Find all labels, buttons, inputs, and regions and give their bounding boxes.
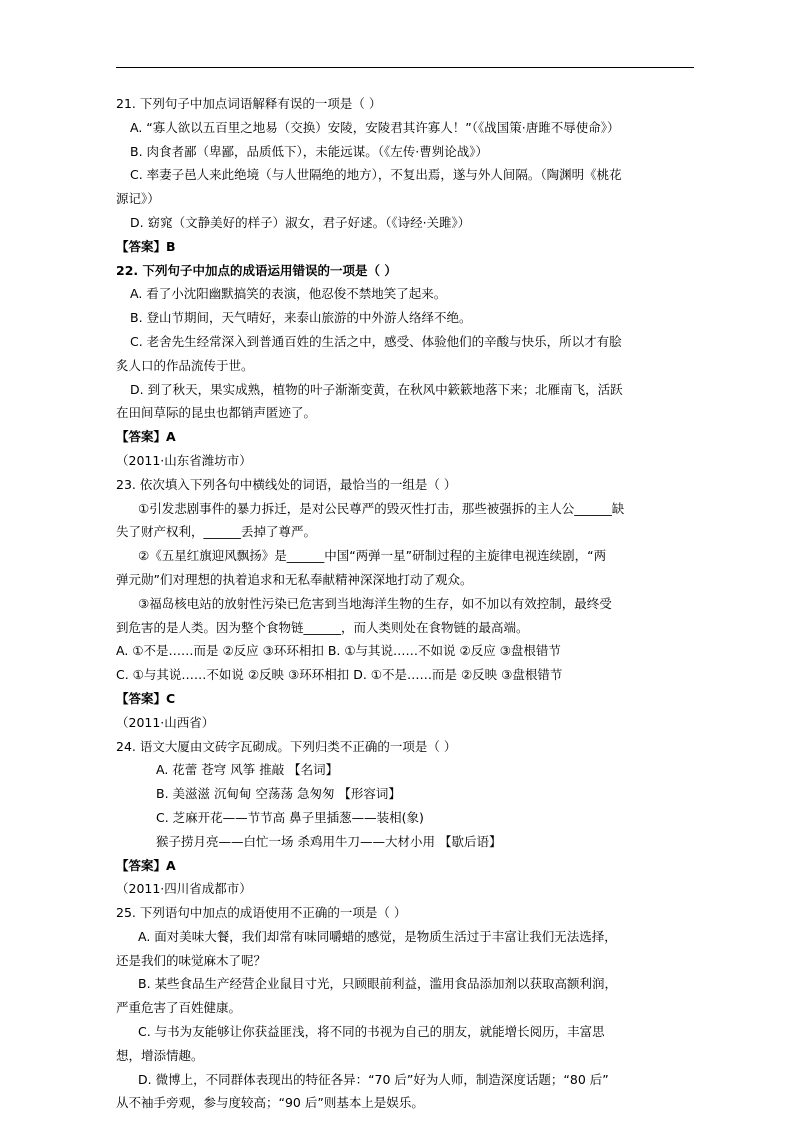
text-line: 【答案】A <box>116 857 176 873</box>
header-rule <box>116 67 694 68</box>
text-line: 22. 下列句子中加点的成语运用错误的一项是（ ） <box>116 262 397 278</box>
text-line: 从不袖手旁观，参与度较高；“90 后”则基本上是娱乐。 <box>116 1095 424 1111</box>
text-line: 21. 下列句子中加点词语解释有误的一项是（ ） <box>116 96 382 111</box>
text-line: C. 与书为友能够让你获益匪浅，将不同的书视为自己的朋友，就能增长阅历，丰富思 <box>138 1024 605 1040</box>
text-line: 25. 下列语句中加点的成语使用不正确的一项是（ ） <box>116 905 407 921</box>
text-line: ②《五星红旗迎风飘扬》是______中国“两弹一星”研制过程的主旋律电视连续剧，“两 <box>138 548 607 564</box>
text-line: 还是我们的味觉麻木了呢？ <box>116 952 267 968</box>
text-line: A. “寡人欲以五百里之地易（交换）安陵，安陵君其许寡人！”（《战国策·唐雎不辱使命》） <box>130 119 620 135</box>
text-line: 源记》） <box>116 191 160 207</box>
text-line: 炙人口的作品流传于世。 <box>116 357 254 373</box>
text-line: C. 率妻子邑人来此绝境（与人世隔绝的地方），不复出焉，遂与外人间隔。（陶渊明《桃花 <box>130 167 622 183</box>
text-line: 严重危害了百姓健康。 <box>116 1000 242 1016</box>
text-line: C. ①与其说……不如说 ②反映 ③环环相扣 D. ①不是……而是 ②反映 ③盘根错节 <box>116 667 563 683</box>
text-line: C. 芝麻开花——节节高 鼻子里插葱——装相(象) <box>156 809 424 825</box>
text-line: 【答案】B <box>116 238 176 254</box>
text-line: A. 面对美味大餐，我们却常有味同嚼蜡的感觉，是物质生活过于丰富让我们无法选择， <box>138 928 617 944</box>
text-line: B. 登山节期间，天气晴好，来泰山旅游的中外游人络绎不绝。 <box>130 310 472 326</box>
text-line: B. 肉食者鄙（卑鄙，品质低下），未能远谋。（《左传·曹刿论战》） <box>130 143 488 159</box>
text-line: 【答案】C <box>116 690 176 706</box>
text-line: 猴子捞月亮——白忙一场 杀鸡用牛刀——大材小用 【歇后语】 <box>156 833 502 849</box>
text-line: （2011·山东省潍坊市） <box>116 452 252 468</box>
text-line: 在田间草际的昆虫也都销声匿迹了。 <box>116 405 317 421</box>
text-line: A. ①不是……而是 ②反应 ③环环相扣 B. ①与其说……不如说 ②反应 ③盘根错节 <box>116 643 561 659</box>
text-line: 24. 语文大厦由文砖字瓦砌成。下列归类不正确的一项是（ ） <box>116 738 457 754</box>
text-line: D. 到了秋天，果实成熟，植物的叶子渐渐变黄，在秋风中簌簌地落下来；北雁南飞，活跃 <box>130 381 623 397</box>
text-line: 失了财产权利，______丢掉了尊严。 <box>116 524 317 540</box>
text-line: D. 窈窕（文静美好的样子）淑女，君子好逑。（《诗经·关雎》） <box>130 214 471 230</box>
text-line: A. 看了小沈阳幽默搞笑的表演，他忍俊不禁地笑了起来。 <box>130 286 447 302</box>
text-line: A. 花蕾 苍穹 风筝 推敲 【名词】 <box>156 762 339 778</box>
text-line: 想，增添情趣。 <box>116 1047 204 1063</box>
text-line: 【答案】A <box>116 429 176 445</box>
text-line: C. 老舍先生经常深入到普通百姓的生活之中，感受、体验他们的辛酸与快乐，所以才有脍 <box>130 333 622 349</box>
text-line: ①引发悲剧事件的暴力拆迁，是对公民尊严的毁灭性打击，那些被强拆的主人公______缺 <box>138 500 625 516</box>
text-line: D. 微博上，不同群体表现出的特征各异：“70 后”好为人师，制造深度话题；“80 后” <box>138 1071 609 1087</box>
text-line: B. 美滋滋 沉甸甸 空荡荡 急匆匆 【形容词】 <box>156 786 401 802</box>
text-line: 弹元勋”们对理想的执着追求和无私奉献精神深深地打动了观众。 <box>116 571 473 587</box>
text-line: ③福岛核电站的放射性污染已危害到当地海洋生物的生存，如不加以有效控制，最终受 <box>138 595 612 611</box>
text-line: B. 某些食品生产经营企业鼠目寸光，只顾眼前利益，滥用食品添加剂以获取高额利润， <box>138 976 618 992</box>
document-body <box>116 92 696 1115</box>
text-line: 23. 依次填入下列各句中横线处的词语，最恰当的一组是（ ） <box>116 476 457 492</box>
text-line: 到危害的是人类。因为整个食物链______，而人类则处在食物链的最高端。 <box>116 619 529 635</box>
text-line: （2011·四川省成都市） <box>116 881 252 897</box>
text-line: （2011·山西省） <box>116 714 215 730</box>
